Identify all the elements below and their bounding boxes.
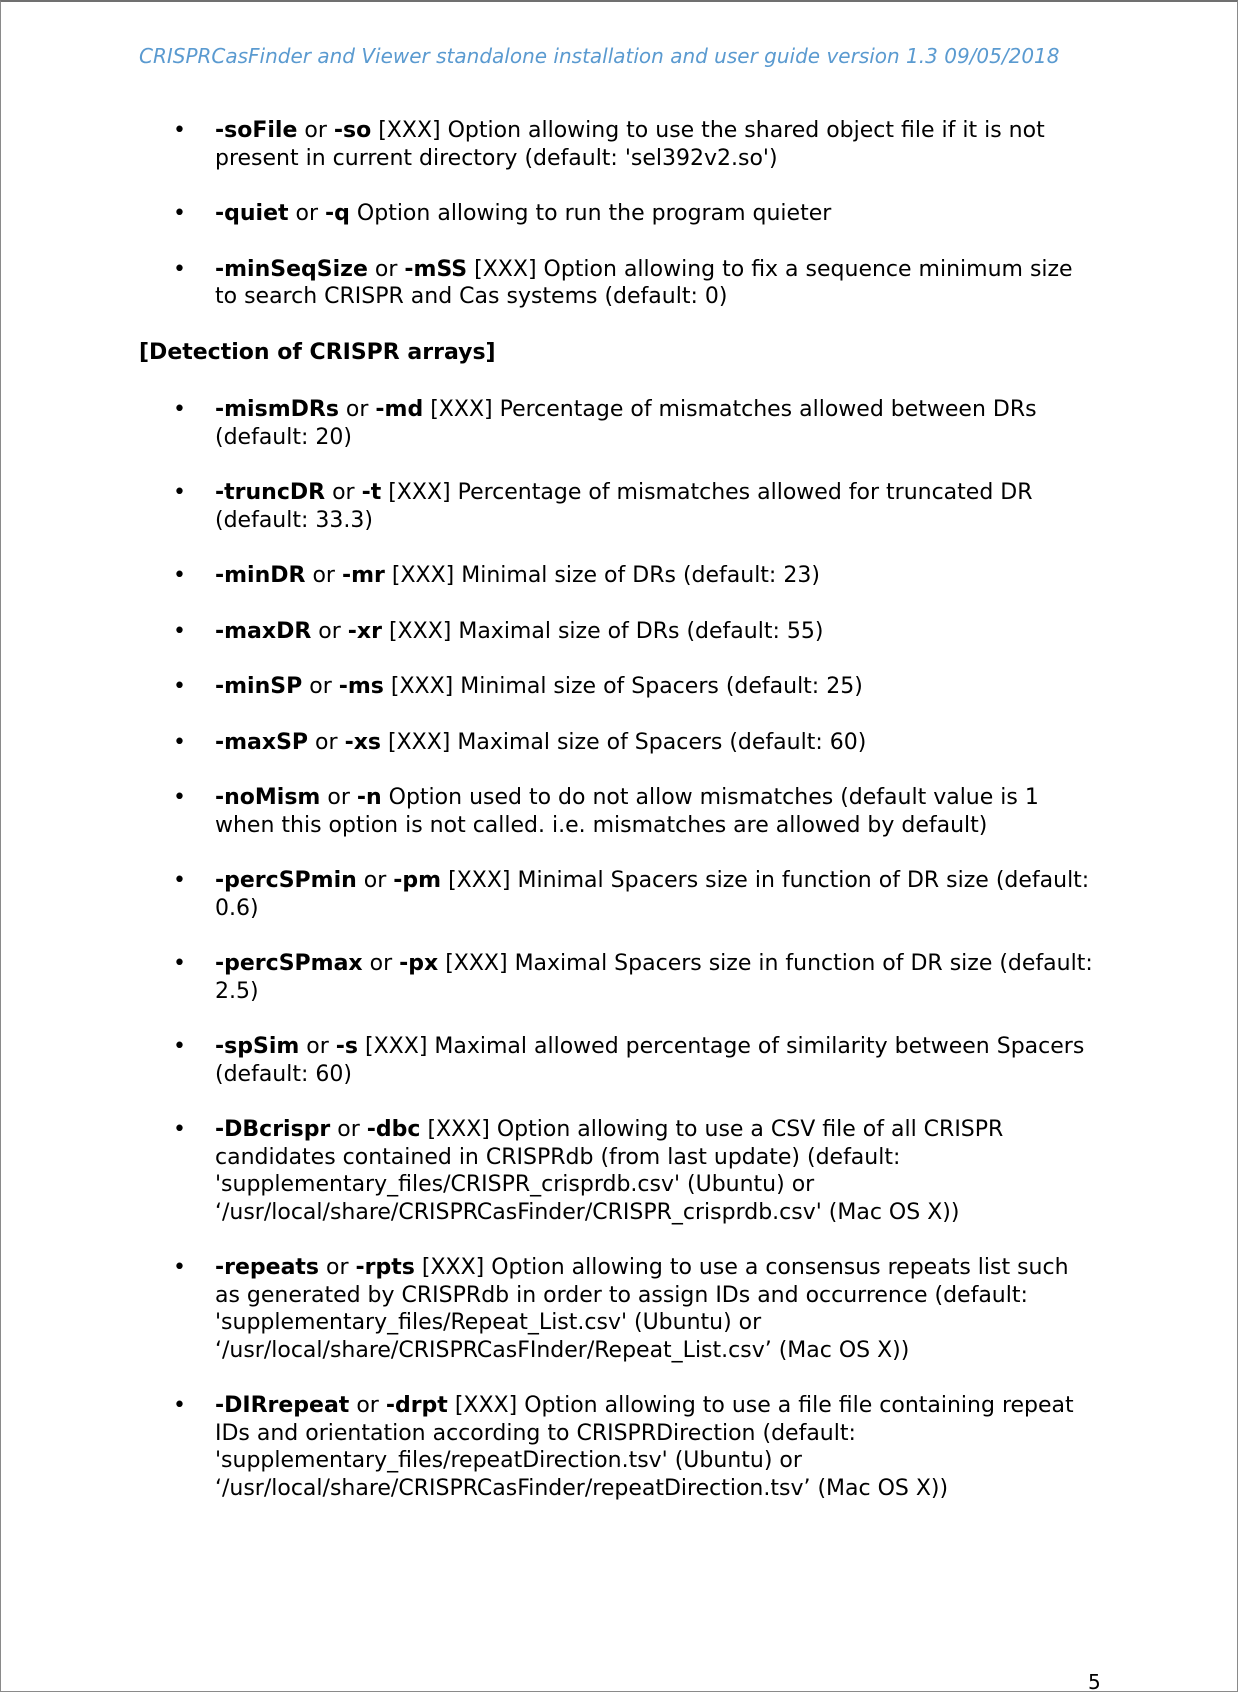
option-description: [XXX] Maximal size of Spacers (default: 60) [380, 729, 867, 755]
option-separator: or [356, 868, 394, 893]
option-separator: or [330, 1117, 367, 1142]
option-description: [XXX] Percentage of mismatches allowed for truncated DR (default: 33.3) [215, 480, 1033, 533]
option-short-flag: -mr [341, 563, 385, 588]
option-flag: -soFile [215, 118, 298, 143]
option-flag: -spSim [215, 1034, 300, 1059]
option-flag: -quiet [215, 201, 289, 226]
option-item [139, 1116, 1099, 1226]
option-item [139, 256, 1099, 311]
bullet-icon: • [173, 1117, 186, 1142]
option-description: [XXX] Percentage of mismatches allowed between DRs (default: 20) [215, 397, 1037, 450]
option-item [139, 200, 1099, 228]
option-short-flag: -ms [338, 674, 384, 699]
option-description: Option used to do not allow mismatches (default value is 1 when this option is not called. i.e. mismatches are allowed by default) [215, 785, 1039, 838]
option-item [139, 117, 1099, 172]
option-description: [XXX] Minimal Spacers size in function of DR size (default: 0.6) [215, 868, 1090, 921]
option-flag: -repeats [215, 1255, 320, 1280]
option-short-flag: -px [399, 951, 439, 976]
option-flag: -minSeqSize [215, 256, 368, 282]
option-short-flag: -rpts [355, 1255, 415, 1280]
option-short-flag: -md [375, 397, 424, 422]
bullet-icon: • [173, 785, 186, 810]
option-flag: -noMism [215, 785, 321, 810]
bullet-icon: • [173, 118, 186, 143]
option-short-flag: -drpt [385, 1393, 448, 1418]
option-flag: -maxSP [215, 729, 309, 755]
bullet-icon: • [173, 256, 186, 282]
option-description: [XXX] Option allowing to fix a sequence minimum size to search CRISPR and Cas systems (default: 0) [215, 256, 1073, 309]
page-number: 5 [1088, 1670, 1101, 1694]
option-short-flag: -n [356, 785, 382, 810]
option-description: [XXX] Minimal size of Spacers (default: 25) [383, 674, 863, 699]
option-description: [XXX] Option allowing to use a CSV file of all CRISPR candidates contained in CRISPRdb (from last update) (default: 'supplementary_files/CRISPR_crisprdb.csv' (Ubuntu) or ‘/usr/local/share/CRISPRCasFinder/CRISPR_crisprdb.csv' (Mac OS X)) [215, 1117, 1004, 1225]
bullet-icon: • [173, 397, 186, 422]
option-flag: -minSP [215, 674, 303, 699]
option-item [139, 396, 1099, 451]
option-separator: or [349, 1393, 386, 1418]
option-short-flag: -xs [344, 729, 381, 755]
option-description: [XXX] Option allowing to use the shared object file if it is not present in current directory (default: 'sel392v2.so') [215, 118, 1045, 171]
option-separator: or [299, 1034, 336, 1059]
option-separator: or [338, 397, 376, 422]
option-description: Option allowing to run the program quieter [349, 201, 832, 226]
page-content [139, 117, 1099, 1530]
option-separator: or [362, 951, 400, 976]
option-flag: -DBcrispr [215, 1117, 331, 1142]
option-item [139, 1392, 1099, 1502]
option-flag: -maxDR [215, 618, 312, 644]
option-separator: or [311, 618, 348, 644]
bullet-icon: • [173, 1393, 186, 1418]
option-short-flag: -so [333, 118, 372, 143]
option-short-flag: -dbc [366, 1117, 421, 1142]
page-header: CRISPRCasFinder and Viewer standalone installation and user guide version 1.3 09/05/2018 [139, 44, 1060, 68]
general-options-list [139, 117, 1099, 311]
option-description: [XXX] Minimal size of DRs (default: 23) [384, 563, 820, 588]
bullet-icon: • [173, 563, 186, 588]
bullet-icon: • [173, 201, 186, 226]
option-short-flag: -mSS [404, 256, 468, 282]
option-separator: or [319, 1255, 356, 1280]
option-flag: -percSPmax [215, 951, 363, 976]
bullet-icon: • [173, 729, 186, 755]
option-description: [XXX] Maximal Spacers size in function of DR size (default: 2.5) [215, 951, 1093, 1004]
bullet-icon: • [173, 1255, 186, 1280]
option-item [139, 1254, 1099, 1364]
bullet-icon: • [173, 618, 186, 644]
option-separator: or [305, 563, 342, 588]
bullet-icon: • [173, 1034, 186, 1059]
option-description: [XXX] Option allowing to use a consensus repeats list such as generated by CRISPRdb in order to assign IDs and occurrence (default: 'supplementary_files/Repeat_List.csv' (Ubuntu) or ‘/usr/local/share/CRISPRCasFInder/Repeat_List.csv’ (Mac OS X)) [215, 1255, 1069, 1363]
option-item [139, 1033, 1099, 1088]
option-item [139, 729, 1099, 757]
option-separator: or [297, 118, 334, 143]
option-short-flag: -q [325, 201, 350, 226]
option-item [139, 562, 1099, 590]
option-item [139, 479, 1099, 534]
section-heading: [Detection of CRISPR arrays] [139, 339, 496, 365]
option-flag: -truncDR [215, 480, 326, 505]
option-description: [XXX] Option allowing to use a file file containing repeat IDs and orientation according to CRISPRDirection (default: 'supplementary_files/repeatDirection.tsv' (Ubuntu) or ‘/usr/local/share/CRISPRCasFinder/repeatDirection.tsv’ (Mac OS X)) [215, 1393, 1074, 1501]
option-short-flag: -pm [393, 868, 442, 893]
bullet-icon: • [173, 868, 186, 893]
option-short-flag: -s [335, 1034, 359, 1059]
option-separator: or [302, 674, 339, 699]
option-separator: or [308, 729, 345, 755]
option-short-flag: -t [361, 480, 382, 505]
option-description: [XXX] Maximal allowed percentage of similarity between Spacers (default: 60) [215, 1034, 1085, 1087]
option-flag: -mismDRs [215, 397, 339, 422]
option-separator: or [288, 201, 326, 226]
option-item [139, 784, 1099, 839]
option-flag: -DIRrepeat [215, 1393, 350, 1418]
option-separator: or [320, 785, 357, 810]
bullet-icon: • [173, 951, 186, 976]
option-item [139, 618, 1099, 646]
option-flag: -percSPmin [215, 868, 357, 893]
option-item [139, 867, 1099, 922]
option-separator: or [367, 256, 405, 282]
option-item [139, 950, 1099, 1005]
option-description: [XXX] Maximal size of DRs (default: 55) [381, 618, 824, 644]
bullet-icon: • [173, 674, 186, 699]
bullet-icon: • [173, 480, 186, 505]
option-separator: or [325, 480, 362, 505]
crispr-detection-options-list [139, 396, 1099, 1502]
option-flag: -minDR [215, 563, 306, 588]
option-short-flag: -xr [347, 618, 382, 644]
option-item [139, 673, 1099, 701]
